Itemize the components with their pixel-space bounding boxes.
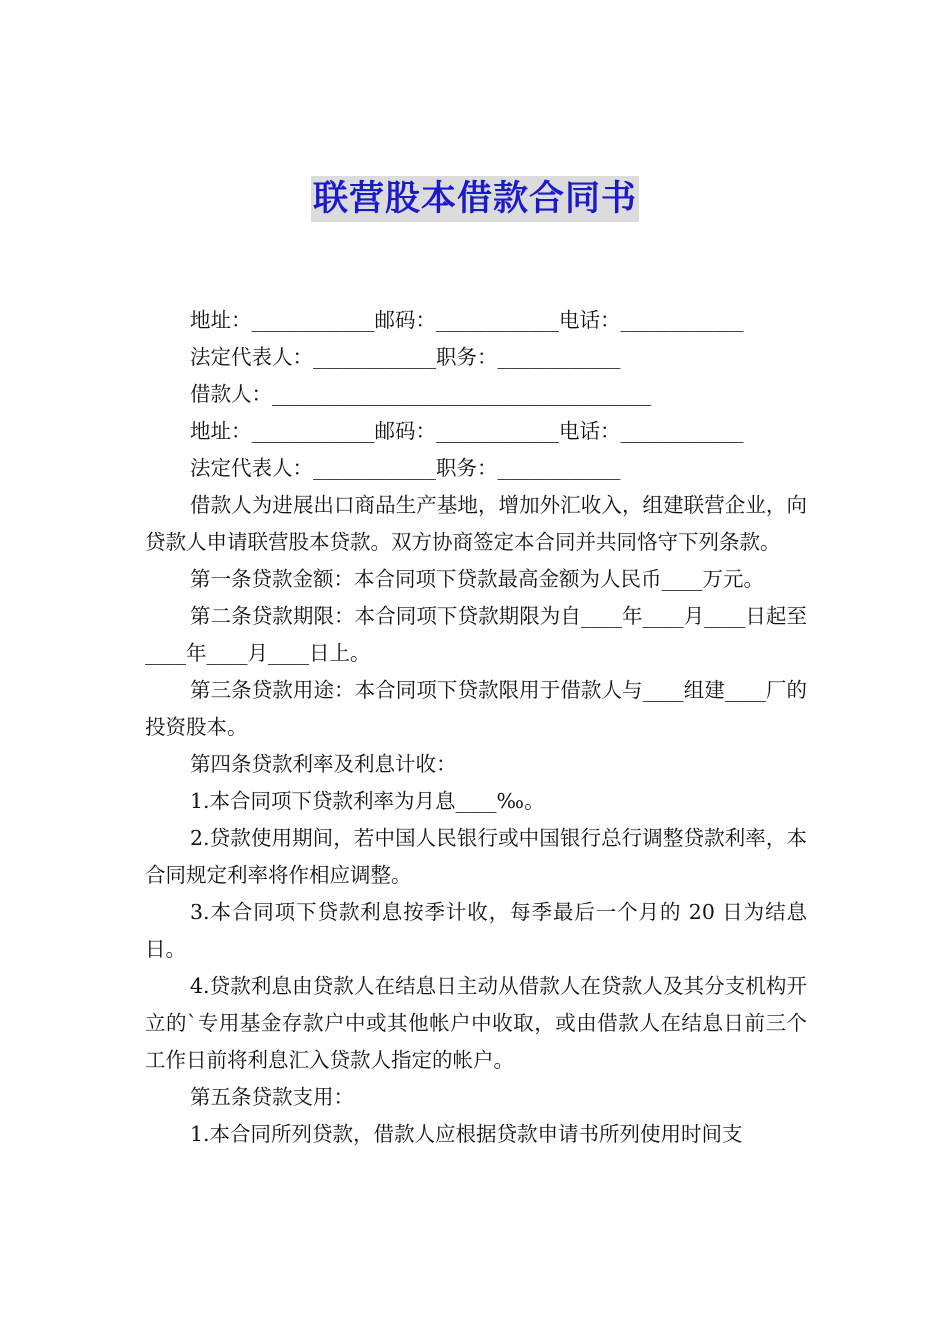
article-4-item-4: 4.贷款利息由贷款人在结息日主动从借款人在贷款人及其分支机构开立的`专用基金存款户中或其他帐户中收取，或由借款人在结息日前三个工作日前将利息汇入贷款人指定的帐户。 (145, 974, 807, 1072)
article-4-item-2: 2.贷款使用期间，若中国人民银行或中国银行总行调整贷款利率，本合同规定利率将作相应调整。 (145, 826, 807, 887)
article-4-heading: 第四条贷款利率及利息计收： (190, 752, 457, 776)
preamble-paragraph: 借款人为进展出口商品生产基地，增加外汇收入，组建联营企业，向贷款人申请联营股本贷款。双方协商签定本合同并共同恪守下列条款。 (145, 493, 807, 554)
article-5-heading: 第五条贷款支用： (190, 1085, 354, 1109)
article-4-item-3: 3.本合同项下贷款利息按季计收，每季最后一个月的 20 日为结息日。 (145, 900, 807, 961)
article-2-term: 第二条贷款期限：本合同项下贷款期限为自____年____月____日起至____年____月____日上。 (145, 604, 807, 665)
article-3-purpose: 第三条贷款用途：本合同项下贷款限用于借款人与____组建____厂的投资股本。 (145, 678, 807, 739)
document-title: 联营股本借款合同书 (311, 176, 639, 222)
lender-representative-line: 法定代表人：____________职务：____________ (190, 345, 621, 369)
article-1-amount: 第一条贷款金额：本合同项下贷款最高金额为人民币____万元。 (190, 567, 764, 591)
borrower-representative-line: 法定代表人：____________职务：____________ (190, 456, 621, 480)
lender-address-line: 地址：____________邮码：____________电话：____________ (190, 308, 744, 332)
article-5-item-1: 1.本合同所列贷款，借款人应根据贷款申请书所列使用时间支 (190, 1122, 743, 1146)
borrower-address-line: 地址：____________邮码：____________电话：____________ (190, 419, 744, 443)
borrower-line: 借款人：_____________________________________ (190, 382, 652, 406)
title-container (0, 176, 950, 222)
article-4-item-1: 1.本合同项下贷款利率为月息____‰。 (190, 789, 545, 813)
document-body (145, 302, 807, 1153)
